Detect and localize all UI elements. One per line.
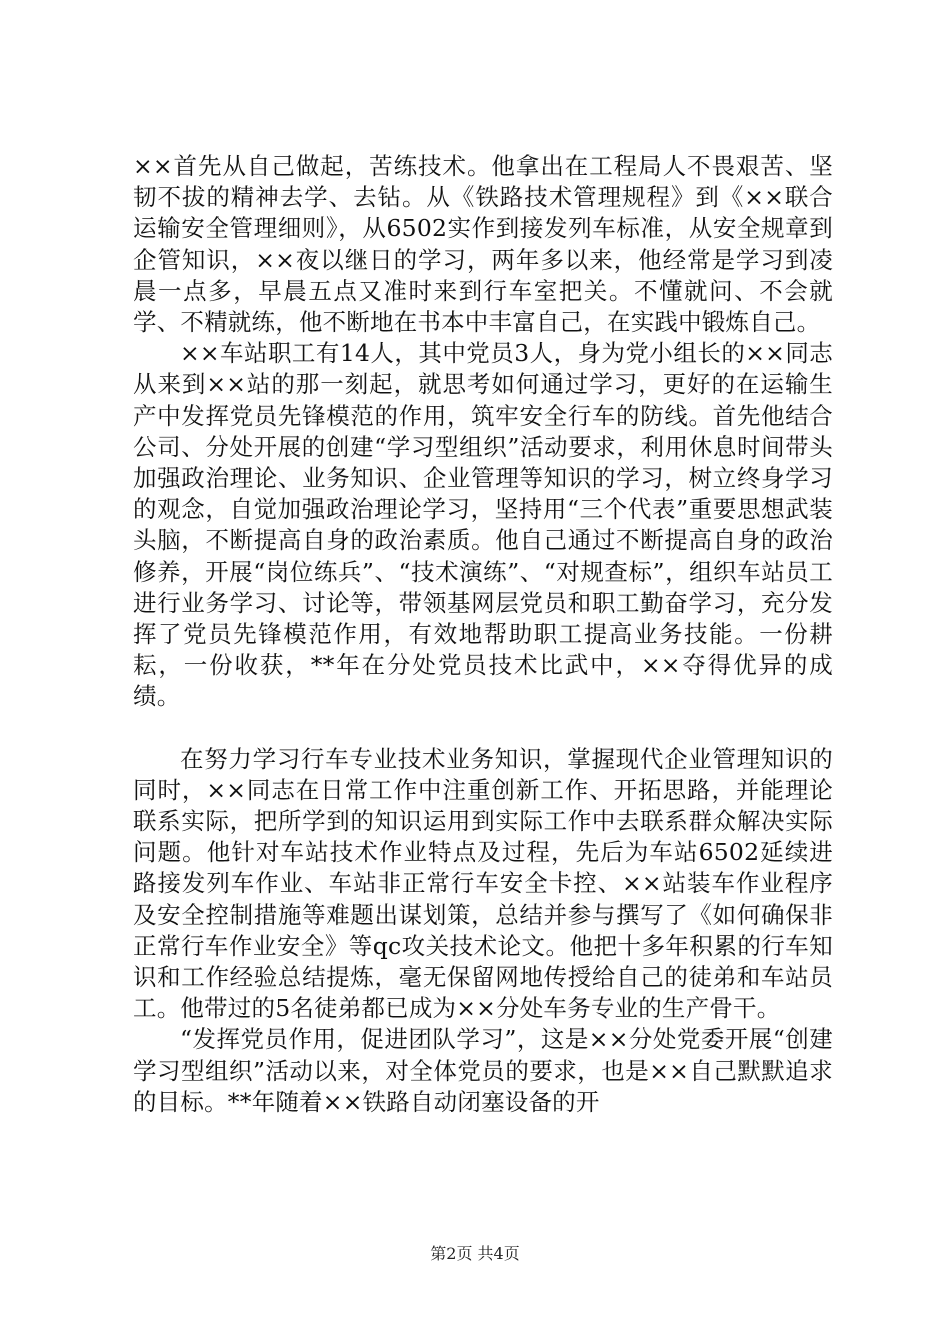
paragraph-3: 在努力学习行车专业技术业务知识，掌握现代企业管理知识的同时，××同志在日常工作中注重创新工作、开拓思路，并能理论联系实际，把所学到的知识运用到实际工作中去联系群众解决实际问题。他针对车站技术作业特点及过程，先后为车站6502延续进路接发列车作业、车站非正常行车安全卡控、××站装车作业程序及安全控制措施等难题出谋划策，总结并参与撰写了《如何确保非正常行车作业安全》等qc攻关技术论文。他把十多年积累的行车知识和工作经验总结提炼，毫无保留网地传授给自己的徒弟和车站员工。他带过的5名徒弟都已成为××分处车务专业的生产骨干。 [133, 744, 833, 1023]
paragraph-4: “发挥党员作用，促进团队学习”，这是××分处党委开展“创建学习型组织”活动以来，对全体党员的要求，也是××自己默默追求的目标。**年随着××铁路自动闭塞设备的开 [133, 1025, 833, 1116]
paragraph-1: ××首先从自己做起，苦练技术。他拿出在工程局人不畏艰苦、坚韧不拔的精神去学、去钻。从《铁路技术管理规程》到《××联合运输安全管理细则》，从6502实作到接发列车标准，从安全规章到企管知识，××夜以继日的学习，两年多以来，他经常是学习到凌晨一点多，早晨五点又准时来到行车室把关。不懂就问、不会就学、不精就练，他不断地在书本中丰富自己，在实践中锻炼自己。 [133, 152, 833, 337]
paragraph-2: ××车站职工有14人，其中党员3人，身为党小组长的××同志从来到××站的那一刻起，就思考如何通过学习，更好的在运输生产中发挥党员先锋模范的作用，筑牢安全行车的防线。首先他结合公司、分处开展的创建“学习型组织”活动要求，利用休息时间带头加强政治理论、业务知识、企业管理等知识的学习，树立终身学习的观念，自觉加强政治理论学习，坚持用“三个代表”重要思想武装头脑，不断提高自身的政治素质。他自己通过不断提高自身的政治修养，开展“岗位练兵”、“技术演练”、“对规查标”，组织车站员工进行业务学习、讨论等，带领基网层党员和职工勤奋学习，充分发挥了党员先锋模范作用，有效地帮助职工提高业务技能。一份耕耘，一份收获，**年在分处党员技术比武中，××夺得优异的成绩。 [133, 339, 833, 711]
document-body [133, 151, 833, 1118]
page-footer: 第2页 共4页 [430, 1244, 520, 1263]
